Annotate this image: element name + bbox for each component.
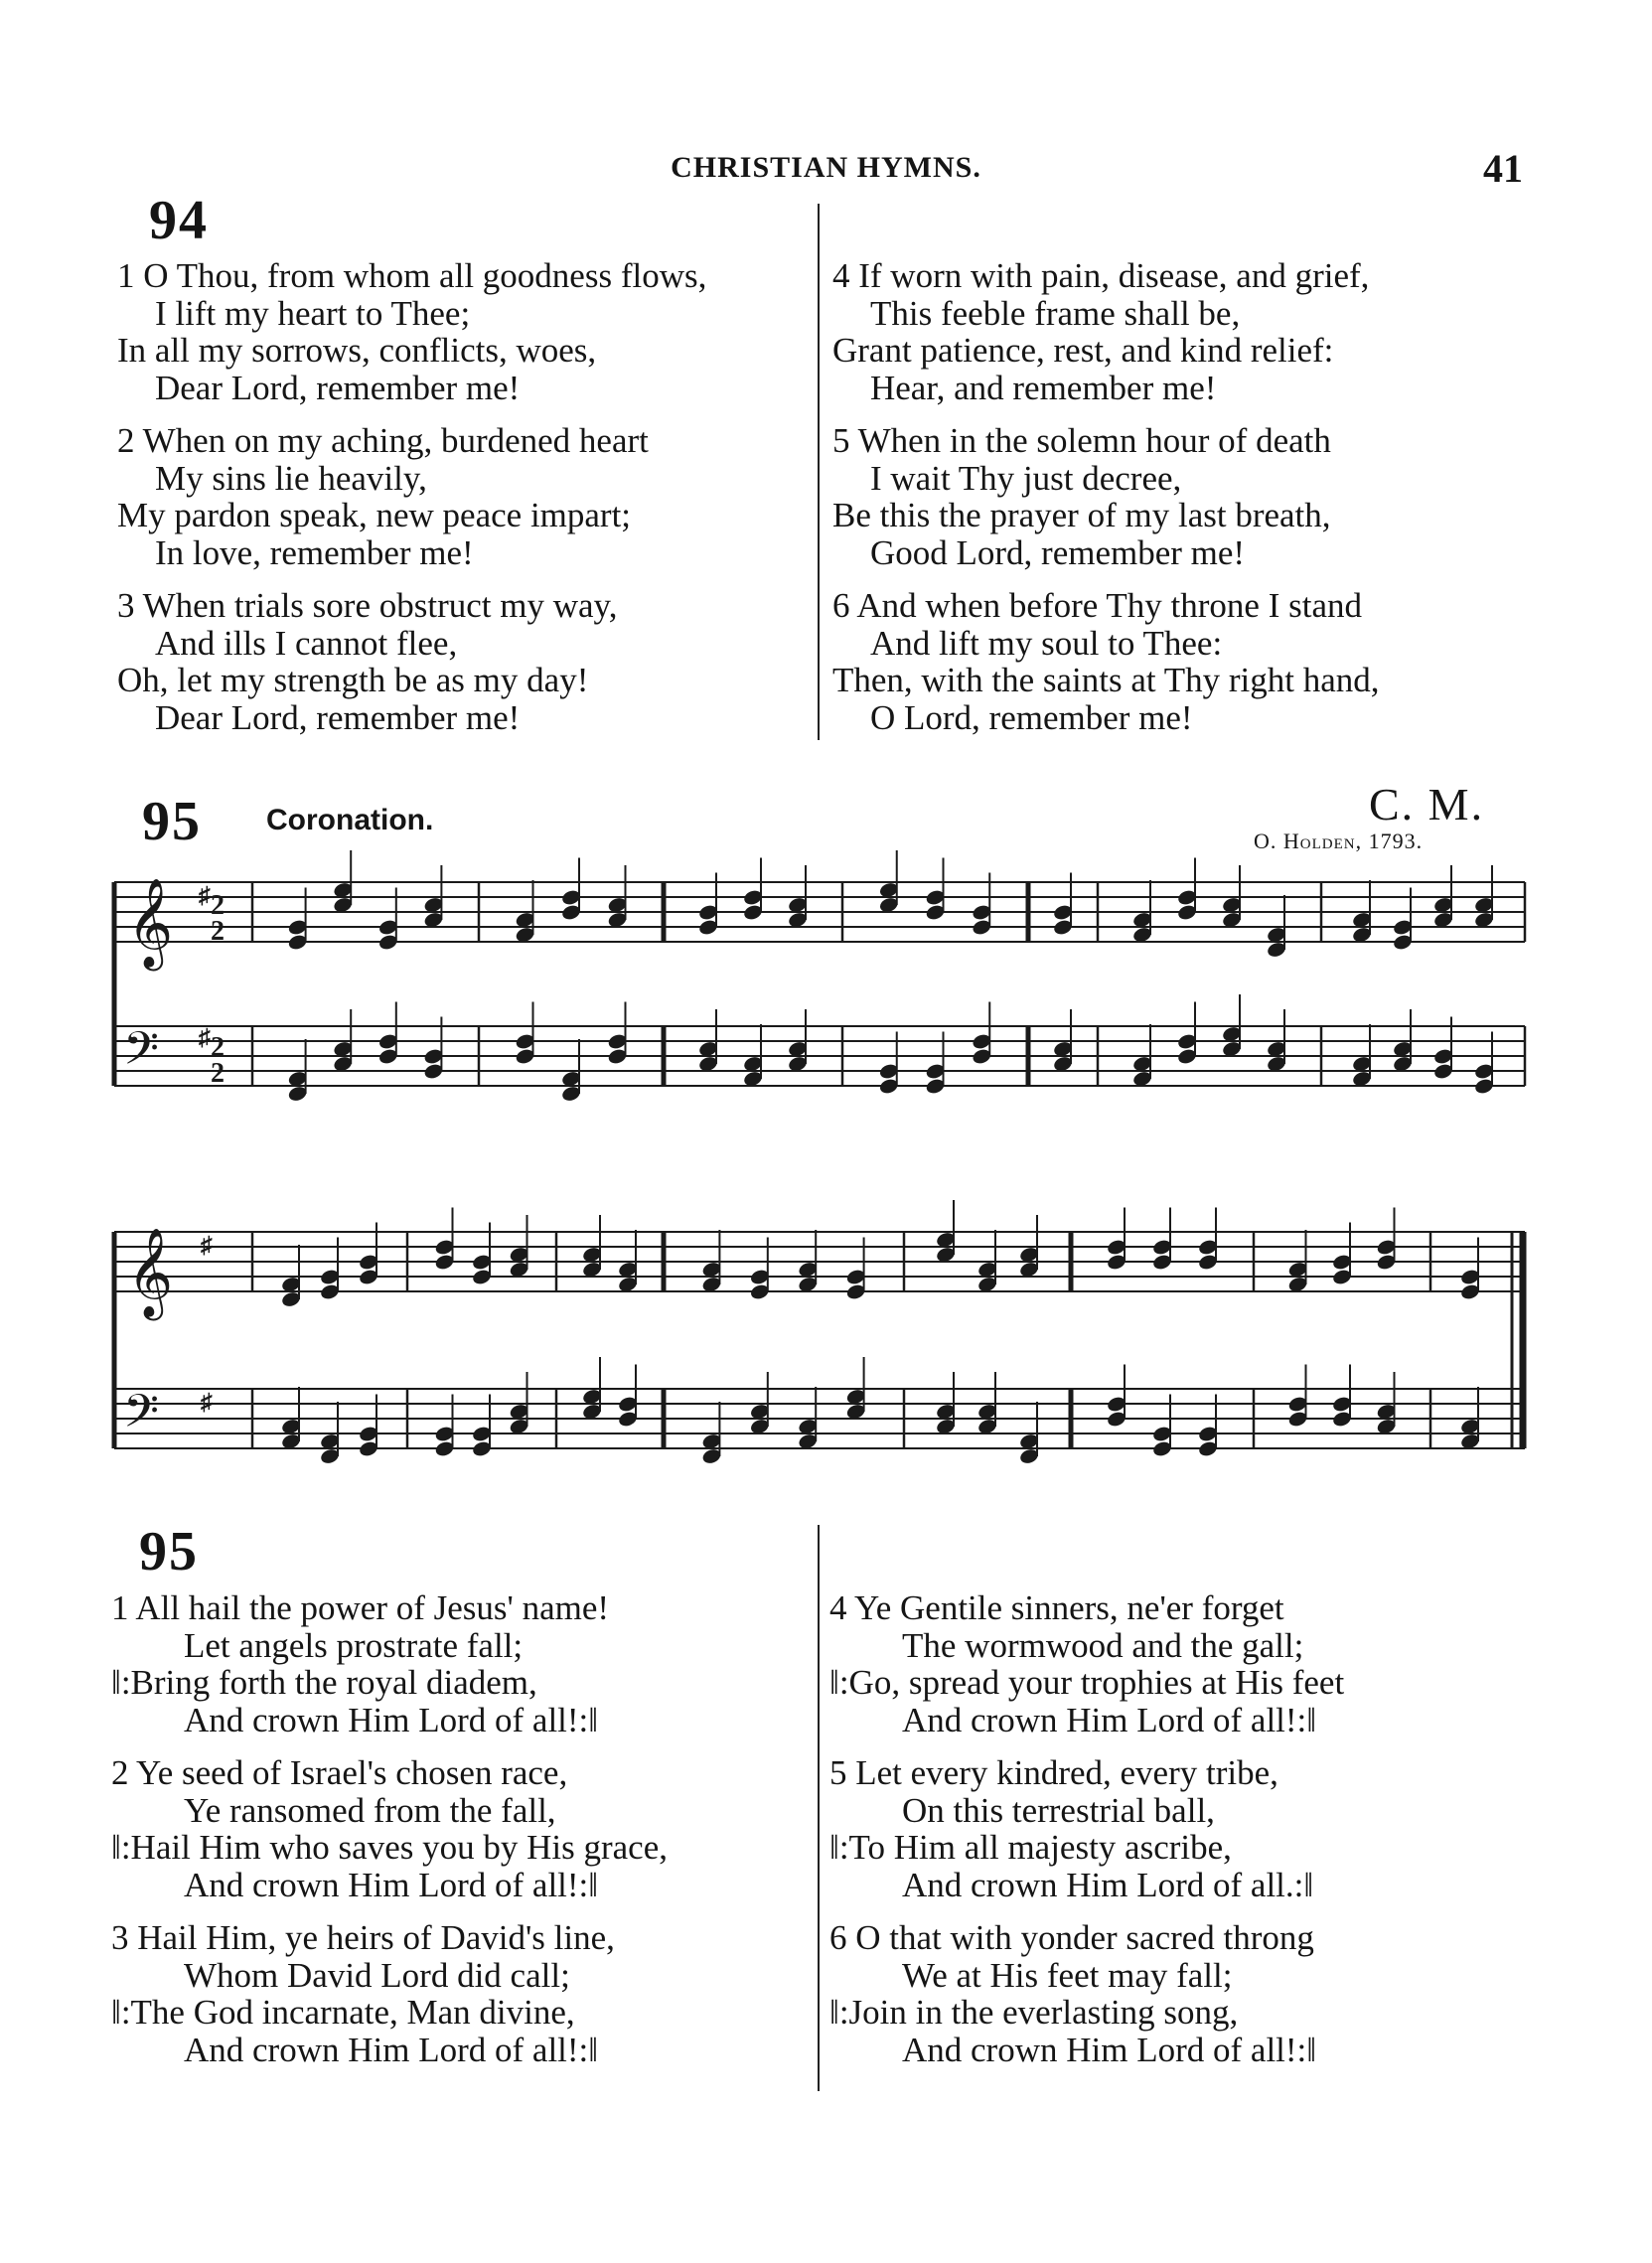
key-sharp-2: ♯	[201, 1233, 213, 1259]
system-1-clefs	[123, 878, 225, 1089]
composer-name: O. Holden	[1254, 829, 1356, 853]
system-1-notes	[287, 850, 1495, 1103]
stanza	[111, 1919, 668, 2068]
stanza-line: O Lord, remember me!	[870, 697, 1193, 737]
stanza-first-line: 2 When on my aching, burdened heart	[117, 421, 649, 460]
stanza-line: My pardon speak, new peace impart;	[117, 496, 632, 534]
column-divider-2	[818, 1525, 820, 2091]
stanza-first-line: 4 If worn with pain, disease, and grief,	[832, 256, 1370, 295]
tune-name: Coronation.	[266, 804, 434, 836]
stanza-line: And crown Him Lord of all!:‖	[184, 1865, 599, 1904]
stanza-line: Dear Lord, remember me!	[155, 697, 521, 737]
system-2	[114, 1232, 1525, 1448]
stanza-first-line: 5 Let every kindred, every tribe,	[829, 1753, 1278, 1792]
system-2-barlines	[114, 1232, 1523, 1448]
bass-clef-2: 𝄢	[123, 1385, 160, 1449]
stanza-first-line: 3 Hail Him, ye heirs of David's line,	[111, 1918, 615, 1957]
stanza-first-line: 1 O Thou, from whom all goodness flows,	[117, 256, 707, 295]
stanza	[829, 1589, 1344, 1738]
stanza-line: Dear Lord, remember me!	[155, 368, 521, 407]
stanza-line: My sins lie heavily,	[155, 458, 427, 498]
stanza-line: ‖:Join in the everlasting song,	[829, 1993, 1239, 2032]
stanza-line: ‖:Go, spread your trophies at His feet	[829, 1663, 1345, 1702]
stanza	[829, 1754, 1344, 1903]
stanza-line: And crown Him Lord of all!:‖	[902, 2030, 1317, 2069]
stanza-line: ‖:Hail Him who saves you by His grace,	[111, 1828, 668, 1867]
stanza-first-line: 5 When in the solemn hour of death	[832, 421, 1331, 460]
stanza-first-line: 4 Ye Gentile sinners, ne'er forget	[829, 1588, 1284, 1627]
stanza-line: In all my sorrows, conflicts, woes,	[117, 331, 597, 370]
stanza-line: Grant patience, rest, and kind relief:	[832, 331, 1334, 370]
stanza-line: Be this the prayer of my last breath,	[832, 496, 1331, 534]
stanza-line: ‖:The God incarnate, Man divine,	[111, 1993, 575, 2032]
time-sig-bass-bottom-1: 2	[211, 1058, 225, 1089]
stanza-line: And crown Him Lord of all.:‖	[902, 1865, 1314, 1904]
bass-clef-1: 𝄢	[123, 1022, 160, 1087]
stanza-line: In love, remember me!	[155, 532, 474, 572]
stanza-line: And ills I cannot flee,	[155, 623, 458, 663]
stanza-line: And crown Him Lord of all!:‖	[184, 2030, 599, 2069]
stanza-line: ‖:Bring forth the royal diadem,	[111, 1663, 537, 1702]
key-sharp-bass-2: ♯	[201, 1390, 213, 1416]
stanza-line: I wait Thy just decree,	[870, 458, 1182, 498]
stanza-line: And crown Him Lord of all!:‖	[184, 1700, 599, 1739]
stanza-line: Good Lord, remember me!	[870, 532, 1246, 572]
stanza-line: Then, with the saints at Thy right hand,	[832, 661, 1380, 699]
stanza-line: Whom David Lord did call;	[184, 1955, 570, 1995]
stanza-first-line: 1 All hail the power of Jesus' name!	[111, 1588, 610, 1627]
stanza-line: Hear, and remember me!	[870, 368, 1217, 407]
time-sig-bottom-1: 2	[211, 916, 225, 947]
stanza-line: The wormwood and the gall;	[902, 1625, 1304, 1665]
running-head: CHRISTIAN HYMNS.	[671, 151, 981, 184]
stanza	[829, 1919, 1344, 2068]
system-2-notes	[280, 1200, 1480, 1465]
hymn-95-number: 95	[139, 1521, 199, 1583]
stanza-line: On this terrestrial ball,	[902, 1790, 1215, 1830]
stanza-line: I lift my heart to Thee;	[155, 293, 471, 333]
hymn-95-right-column	[829, 1589, 1344, 2084]
tune-95-number: 95	[142, 791, 202, 852]
stanza-first-line: 2 Ye seed of Israel's chosen race,	[111, 1753, 568, 1792]
bass-staff-1	[114, 1026, 1525, 1086]
treble-staff-1	[114, 882, 1525, 942]
stanza-first-line: 6 O that with yonder sacred throng	[829, 1918, 1314, 1957]
stanza	[111, 1754, 668, 1903]
system-1	[114, 882, 1525, 1086]
hymn-94-number: 94	[149, 190, 209, 251]
meter: C. M.	[1369, 779, 1485, 830]
stanza-line: And lift my soul to Thee:	[870, 623, 1223, 663]
stanza-line: ‖:To Him all majesty ascribe,	[829, 1828, 1232, 1867]
stanza-line: Let angels prostrate fall;	[184, 1625, 524, 1665]
stanza-first-line: 3 When trials sore obstruct my way,	[117, 586, 618, 625]
page-number: 41	[1483, 146, 1523, 191]
time-sig-top-1: 2	[211, 890, 225, 921]
time-sig-bass-top-1: 2	[211, 1032, 225, 1063]
stanza-line: Ye ransomed from the fall,	[184, 1790, 556, 1830]
treble-clef-2: 𝄞	[127, 1228, 174, 1317]
stanza-line: And crown Him Lord of all!:‖	[902, 1700, 1317, 1739]
composer-year: , 1793.	[1355, 829, 1424, 853]
hymn-95-left-column	[111, 1589, 668, 2084]
treble-clef-1: 𝄞	[127, 878, 174, 968]
key-sharp-bass-1: ♯	[199, 1025, 211, 1051]
stanza-line: Oh, let my strength be as my day!	[117, 661, 589, 699]
stanza-line: We at His feet may fall;	[902, 1955, 1233, 1995]
stanza-first-line: 6 And when before Thy throne I stand	[832, 586, 1362, 625]
key-sharp-1: ♯	[199, 883, 211, 909]
stanza-line: This feeble frame shall be,	[870, 293, 1241, 333]
stanza	[111, 1589, 668, 1738]
